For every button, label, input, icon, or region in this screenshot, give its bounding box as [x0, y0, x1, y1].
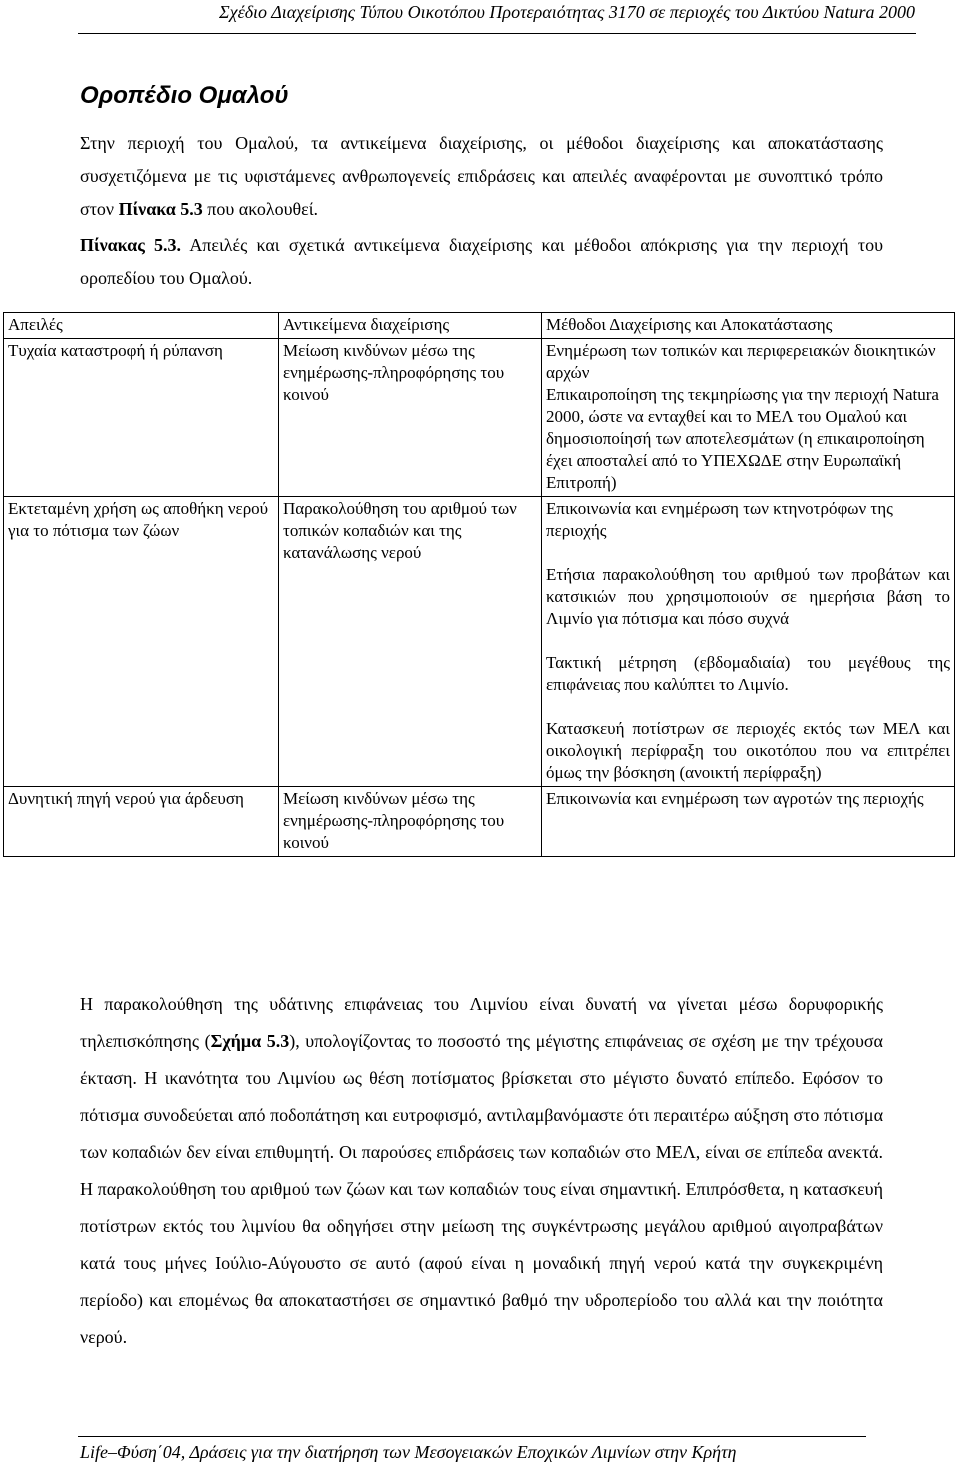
- table-caption-text: Απειλές και σχετικά αντικείμενα διαχείρισης και μέθοδοι απόκρισης για την περιοχή του οροπεδίου του Ομαλού.: [80, 235, 883, 288]
- table-row: [4, 339, 955, 497]
- body-text-before: Η παρακολούθηση της υδάτινης επιφάνειας του Λιμνίου είναι δυνατή να γίνεται μέσω δορυφορικής τηλεπισκόπησης (: [80, 994, 883, 1051]
- footer-rule: [78, 1436, 866, 1437]
- table-row: [4, 497, 955, 787]
- header-rule: [78, 33, 916, 34]
- objective-cell: Μείωση κινδύνων μέσω της ενημέρωσης-πληροφόρησης του κοινού: [279, 339, 542, 497]
- methods-cell: [542, 787, 955, 857]
- methods-cell: [542, 339, 955, 497]
- body-paragraph: [80, 986, 883, 1356]
- page-header: Σχέδιο Διαχείρισης Τύπου Οικοτόπου Προτεραιότητας 3170 σε περιοχές του Δικτύου Natura 2000: [218, 2, 915, 22]
- method-item: Ενημέρωση των τοπικών και περιφερειακών διοικητικών αρχών: [546, 341, 936, 382]
- table-header-row: [4, 313, 955, 339]
- page-footer: Life–Φύση΄04, Δράσεις για την διατήρηση των Μεσογειακών Εποχικών Λιμνίων στην Κρήτη: [80, 1442, 737, 1462]
- table-caption-label: Πίνακας 5.3.: [80, 235, 182, 255]
- section-title: Οροπέδιο Ομαλού: [80, 82, 289, 109]
- method-item: Επικαιροποίηση της τεκμηρίωσης για την περιοχή Natura 2000, ώστε να ενταχθεί και το ΜΕΛ του Ομαλού και δημοσιοποίησή των αποτελεσμάτων (η επικαιροποίηση έχει αποσταλεί από το ΥΠΕΧΩΔΕ στην Ευρωπαϊκή Επιτροπή): [546, 385, 939, 492]
- intro-text-before: Στην περιοχή του Ομαλού, τα αντικείμενα διαχείρισης, οι μέθοδοι διαχείρισης και αποκατάστασης συσχετιζόμενα με τις υφιστάμενες ανθρωπογενείς επιδράσεις και απειλές αναφέρονται με συνοπτικό τρόπο στον: [80, 133, 883, 219]
- method-item: Ετήσια παρακολούθηση του αριθμού των προβάτων και κατσικιών που χρησιμοποιούν σε ημερήσια βάση το Λιμνίο για πότισμα και πόσο συχνά: [546, 565, 950, 628]
- table-caption: [80, 229, 883, 295]
- intro-text-after: που ακολουθεί.: [207, 199, 319, 219]
- objective-cell: Μείωση κινδύνων μέσω της ενημέρωσης-πληροφόρησης του κοινού: [279, 787, 542, 857]
- threat-cell: Τυχαία καταστροφή ή ρύπανση: [4, 339, 279, 497]
- objective-cell: Παρακολούθηση του αριθμού των τοπικών κοπαδιών και της κατανάλωσης νερού: [279, 497, 542, 787]
- methods-cell: [542, 497, 955, 787]
- header-threats: Απειλές: [4, 313, 279, 339]
- threat-cell: Εκτεταμένη χρήση ως αποθήκη νερού για το πότισμα των ζώων: [4, 497, 279, 787]
- header-methods: Μέθοδοι Διαχείρισης και Αποκατάστασης: [542, 313, 955, 339]
- threats-table: [3, 312, 955, 857]
- intro-paragraph: [80, 127, 883, 226]
- method-item: Επικοινωνία και ενημέρωση των αγροτών της περιοχής: [546, 789, 924, 808]
- method-item: Τακτική μέτρηση (εβδομαδιαία) του μεγέθους της επιφάνειας που καλύπτει το Λιμνίο.: [546, 653, 950, 694]
- body-text-after: ), υπολογίζοντας το ποσοστό της μέγιστης επιφάνειας σε σχέση με την τρέχουσα έκταση. Η ικανότητα του Λιμνίου ως θέση ποτίσματος βρίσκεται στο μέγιστο δυνατό επίπεδο. Εφόσον το πότισμα συνοδεύεται από ποδοπάτηση και ευτροφισμό, αντιλαμβανόμαστε ότι περαιτέρω αύξηση στο πότισμα των κοπαδιών δεν είναι επιθυμητή. Οι παρούσες επιδράσεις των κοπαδιών στο ΜΕΛ, είναι σε επίπεδα ανεκτά. Η παρακολούθηση του αριθμού των ζώων και των κοπαδιών τους είναι σημαντική. Επιπρόσθετα, η κατασκευή ποτίστρων εκτός του λιμνίου θα οδηγήσει στην μείωση της συγκέντρωσης μεγάλου αριθμού αιγοπραβάτων κατά τους μήνες Ιούλιο-Αύγουστο σε αυτό (αφού είναι η μοναδική πηγή νερού κατά την συγκεκριμένη περίοδο) και επομένως θα αποκαταστήσει σε σημαντικό βαθμό την υδροπερίοδο του αλλά και την ποιότητα νερού.: [80, 1031, 883, 1347]
- header-objectives: Αντικείμενα διαχείρισης: [279, 313, 542, 339]
- intro-table-reference: Πίνακα 5.3: [118, 199, 203, 219]
- method-item: Επικοινωνία και ενημέρωση των κτηνοτρόφων της περιοχής: [546, 499, 893, 540]
- table-row: [4, 787, 955, 857]
- method-item: Κατασκευή ποτίστρων σε περιοχές εκτός των ΜΕΛ και οικολογική περίφραξη του οικοτόπου που να επιτρέπει όμως την βόσκηση (ανοικτή περίφραξη): [546, 719, 950, 782]
- body-figure-reference: Σχήμα 5.3: [210, 1031, 290, 1051]
- threat-cell: Δυνητική πηγή νερού για άρδευση: [4, 787, 279, 857]
